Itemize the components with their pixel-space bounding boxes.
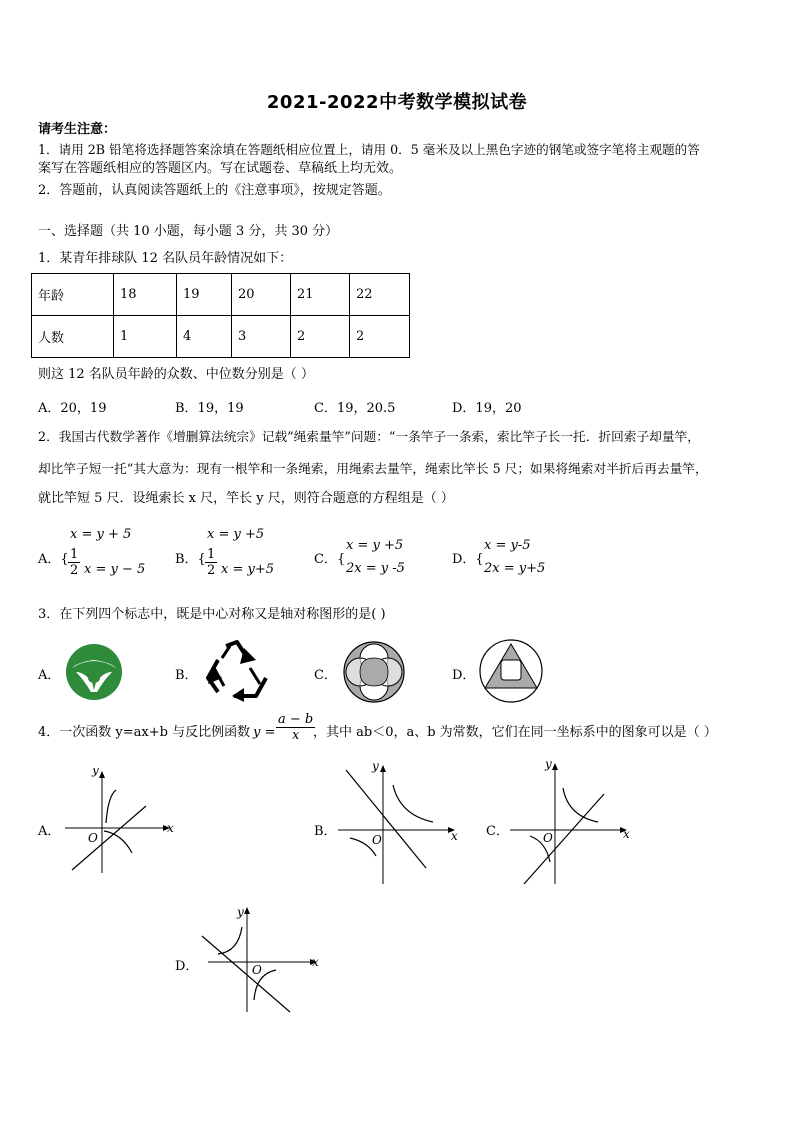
table-cell: 2 (291, 316, 350, 358)
axis-y-label: y (92, 768, 99, 777)
origin-label: O (252, 963, 262, 977)
age-table (31, 273, 410, 358)
q3-option-a-label: A． (38, 668, 61, 683)
graph-d (198, 902, 323, 1017)
q2-option-c-eq1: x = y +5 (346, 538, 404, 553)
four-petal-circle-icon (342, 640, 406, 704)
fraction-numerator: a − b (278, 712, 314, 727)
q4-stem-part2: ，其中 ab＜0，a、b 为常数，它们在同一坐标系中的图象可以是（ ） (313, 725, 717, 740)
q3-option-c-label: C． (314, 668, 337, 683)
q1-option-c: C．19，20.5 (314, 401, 396, 416)
notice-line2: 2．答题前，认真阅读答题纸上的《注意事项》，按规定答题。 (38, 183, 391, 198)
q4-option-a-label: A． (38, 824, 61, 839)
q1-stem: 1．某青年排球队 12 名队员年龄情况如下： (38, 251, 293, 266)
q4-option-b-label: B． (314, 824, 337, 839)
table-cell: 年龄 (32, 274, 114, 316)
q2-line3: 就比竿短 5 尺．设绳索长 x 尺，竿长 y 尺，则符合题意的方程组是（ ） (38, 491, 454, 506)
q2-option-c-label: C．{ (314, 552, 346, 567)
q2-line2: 却比竿子短一托“其大意为：现有一根竿和一条绳索，用绳索去量竿，绳索比竿长 5 尺；如果将绳索对半折后再去量竿， (38, 461, 708, 476)
fraction-denominator: 2 (207, 563, 216, 578)
table-cell: 20 (232, 274, 291, 316)
q2-option-b-fraction (205, 547, 217, 578)
table-cell: 4 (177, 316, 232, 358)
section-heading: 一、选择题（共 10 小题，每小题 3 分，共 30 分） (38, 224, 339, 239)
q3-option-b-label: B． (175, 668, 198, 683)
q2-option-a-eq1: x = y + 5 (70, 527, 132, 542)
q2-option-b-eq2: x = y+5 (221, 562, 274, 577)
q2-option-b-eq1: x = y +5 (207, 527, 265, 542)
green-food-logo-icon (64, 642, 124, 702)
q1-option-d: D．19，20 (452, 401, 522, 416)
q2-option-d-eq2: 2x = y+5 (484, 561, 546, 576)
axis-x-label: x (623, 827, 630, 841)
triangle-in-circle-icon (478, 638, 544, 704)
q3-option-d-label: D． (452, 668, 476, 683)
axis-y-label: y (372, 760, 379, 773)
notice-line1b: 案写在答题纸相应的答题区内。写在试题卷、草稿纸上均无效。 (38, 161, 403, 176)
notice-line1a: 1．请用 2B 铅笔将选择题答案涂填在答题纸相应位置上，请用 0．5 毫米及以上黑色字迹的钢笔或签字笔将主观题的答 (38, 142, 700, 157)
q1-question: 则这 12 名队员年龄的众数、中位数分别是（ ） (38, 367, 314, 382)
q4-function-y: y = (253, 725, 276, 740)
q1-option-a: A．20，19 (38, 401, 107, 416)
origin-label: O (372, 833, 382, 847)
recycle-symbol-icon (204, 638, 270, 702)
table-row (32, 274, 410, 316)
table-cell: 人数 (32, 316, 114, 358)
axis-x-label: x (312, 955, 319, 969)
q2-option-c-eq2: 2x = y -5 (346, 561, 405, 576)
axis-y-label: y (237, 905, 244, 919)
q2-option-d-label: D．{ (452, 552, 484, 567)
axis-x-label: x (167, 821, 174, 835)
table-row (32, 316, 410, 358)
table-cell: 18 (114, 274, 177, 316)
fraction-numerator: 1 (70, 547, 79, 562)
table-cell: 2 (350, 316, 410, 358)
axis-x-label: x (451, 829, 458, 843)
q4-stem-part1: 4．一次函数 y=ax+b 与反比例函数 (38, 725, 251, 740)
q1-option-b: B．19，19 (175, 401, 244, 416)
page-title: 2021-2022中考数学模拟试卷 (266, 92, 528, 113)
table-cell: 22 (350, 274, 410, 316)
q2-line1: 2．我国古代数学著作《增删算法统宗》记载”绳索量竿”问题：“一条竿子一条索，索比竿子长一托．折回索子却量竿， (38, 429, 700, 444)
q2-option-d-eq1: x = y-5 (484, 538, 531, 553)
q3-stem: 3．在下列四个标志中，既是中心对称又是轴对称图形的是( ) (38, 607, 386, 622)
graph-c (510, 758, 635, 886)
q4-option-d-label: D． (175, 959, 199, 974)
notice-heading: 请考生注意： (38, 122, 117, 137)
fraction-denominator: 2 (70, 563, 79, 578)
table-cell: 1 (114, 316, 177, 358)
q4-function-fraction (276, 712, 315, 743)
q2-option-a-eq2: x = y − 5 (84, 562, 146, 577)
table-cell: 3 (232, 316, 291, 358)
origin-label: O (543, 831, 553, 845)
graph-b (338, 760, 463, 888)
graph-a (60, 768, 180, 878)
q2-option-a-label: A．{ (38, 552, 69, 567)
fraction-denominator: x (291, 728, 300, 743)
axis-y-label: y (545, 758, 552, 771)
fraction-numerator: 1 (207, 547, 216, 562)
q2-option-b-label: B．{ (175, 552, 206, 567)
q4-option-c-label: C． (486, 824, 509, 839)
origin-label: O (88, 831, 98, 845)
table-cell: 21 (291, 274, 350, 316)
q2-option-a-fraction (68, 547, 80, 578)
table-cell: 19 (177, 274, 232, 316)
